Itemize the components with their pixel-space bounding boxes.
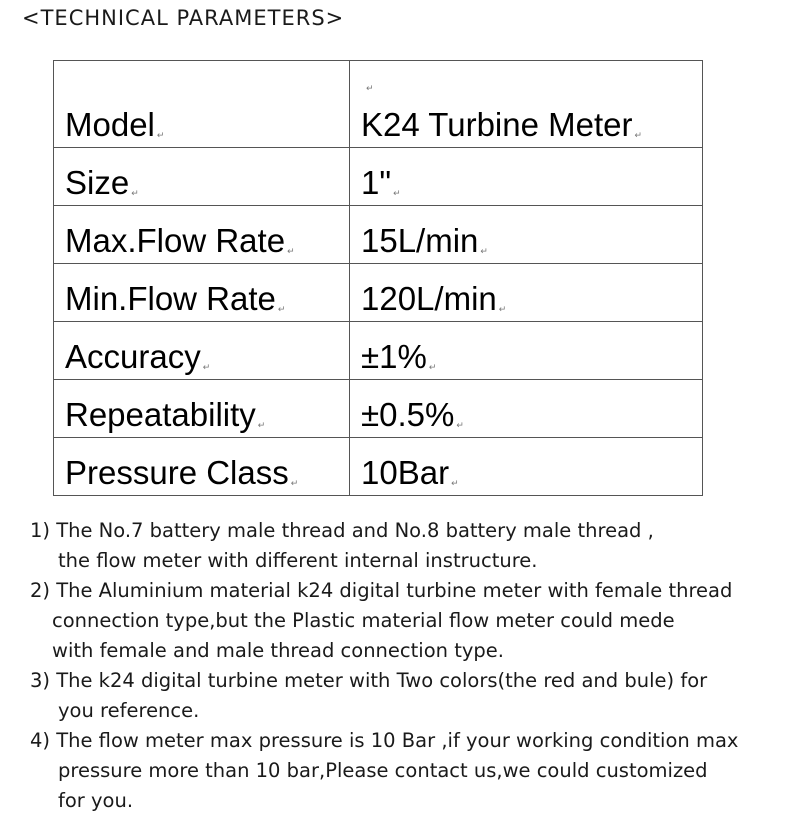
note-item [30,576,775,666]
paragraph-mark: ↵ [131,188,139,198]
table-row [54,206,703,264]
param-label-cell [54,264,350,322]
param-value-cell [350,61,703,148]
note-line: the flow meter with different internal instructure. [58,549,538,572]
note-item [30,726,775,816]
table-row [54,61,703,148]
param-label: Model [65,106,155,143]
parameters-table [53,60,703,496]
paragraph-mark: ↵ [290,478,299,488]
section-heading: <TECHNICAL PARAMETERS> [22,6,345,30]
note-line: connection type,but the Plastic material flow meter could mede [52,609,675,632]
param-value: K24 Turbine Meter [361,106,633,143]
param-label-cell [54,380,350,438]
note-line: 3) The k24 digital turbine meter with Two colors(the red and bule) for [30,669,708,692]
notes-list [30,516,775,816]
param-label-cell [54,61,350,148]
note-item [30,666,775,726]
paragraph-mark: ↵ [456,420,464,430]
param-value-cell [350,206,703,264]
paragraph-mark: ↵ [451,478,459,488]
table-row [54,148,703,206]
paragraph-mark: ↵ [257,420,266,430]
param-value: 1" [361,164,392,201]
param-value-cell [350,148,703,206]
paragraph-mark: ↵ [156,130,165,140]
param-label: Pressure Class [65,454,289,491]
paragraph-mark: ↵ [366,84,374,94]
note-line: with female and male thread connection type. [52,639,504,662]
paragraph-mark: ↵ [393,188,401,198]
param-value: 10Bar [361,454,450,491]
param-value: 120L/min [361,280,497,317]
paragraph-mark: ↵ [428,362,437,372]
param-value: ±0.5% [361,396,455,433]
param-label: Repeatability [65,396,256,433]
note-item [30,516,775,576]
param-label-cell [54,206,350,264]
param-value-cell [350,438,703,496]
note-line: for you. [58,789,134,812]
param-label: Accuracy [65,338,201,375]
param-value-cell [350,322,703,380]
param-value-cell [350,380,703,438]
note-line: 4) The flow meter max pressure is 10 Bar ,if your working condition max [30,729,739,752]
table-row [54,264,703,322]
paragraph-mark: ↵ [277,304,286,314]
table-row [54,380,703,438]
paragraph-mark: ↵ [480,246,488,256]
note-line: 2) The Aluminium material k24 digital turbine meter with female thread [30,579,733,602]
note-line: you reference. [58,699,200,722]
paragraph-mark: ↵ [202,362,211,372]
note-line: 1) The No.7 battery male thread and No.8 battery male thread , [30,519,654,542]
param-value: 15L/min [361,222,479,259]
table-row [54,438,703,496]
param-label-cell [54,438,350,496]
paragraph-mark: ↵ [634,130,643,140]
paragraph-mark: ↵ [287,246,295,256]
table-row [54,322,703,380]
param-label: Max.Flow Rate [65,222,286,259]
param-value-cell [350,264,703,322]
note-line: pressure more than 10 bar,Please contact us,we could customized [58,759,708,782]
paragraph-mark: ↵ [498,304,507,314]
param-label-cell [54,322,350,380]
param-label: Min.Flow Rate [65,280,276,317]
param-value: ±1% [361,338,427,375]
param-label-cell [54,148,350,206]
param-label: Size [65,164,130,201]
